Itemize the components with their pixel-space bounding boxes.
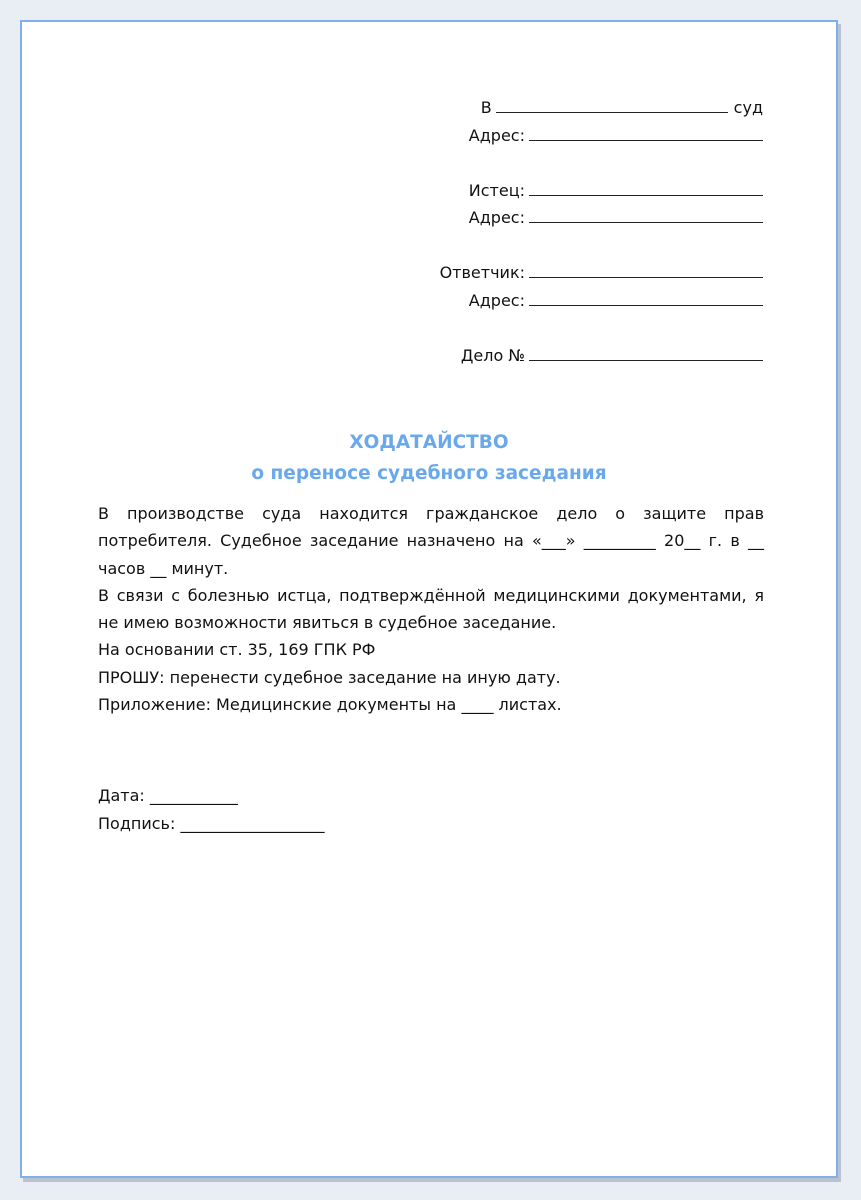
court-suffix: суд	[733, 98, 763, 117]
court-address-label: Адрес:	[468, 125, 525, 145]
court-row	[383, 94, 763, 122]
defendant-address-row	[383, 287, 763, 315]
defendant-address-label: Адрес:	[468, 290, 525, 310]
plaintiff-row	[383, 177, 763, 205]
case-number-label: Дело №	[460, 345, 525, 365]
paragraph-request: ПРОШУ: перенести судебное заседание на иную дату.	[98, 667, 561, 687]
court-address-blank	[529, 122, 763, 141]
case-number-row	[383, 342, 763, 370]
plaintiff-blank	[529, 177, 763, 196]
paragraph-case-info: В производстве суда находится гражданское дело о защите прав потребителя. Судебное заседание назначено на «___» _________ 20__ г. в __ часов __ минут.	[98, 504, 764, 578]
case-number-blank	[529, 342, 763, 361]
plaintiff-address-blank	[529, 204, 763, 223]
paragraph-attachment: Приложение: Медицинские документы на ____ листах.	[98, 695, 562, 715]
plaintiff-label: Истец:	[468, 180, 525, 200]
court-address-row	[383, 122, 763, 150]
defendant-blank	[529, 259, 763, 278]
title-subtitle: о переносе судебного заседания	[251, 463, 607, 484]
addressee-block	[383, 94, 763, 369]
date-line: Дата: ___________	[98, 786, 238, 805]
signature-line: Подпись: __________________	[98, 814, 325, 833]
signature-block	[98, 782, 324, 838]
plaintiff-address-label: Адрес:	[468, 208, 525, 227]
paragraph-legal-basis: На основании ст. 35, 169 ГПК РФ	[98, 640, 376, 660]
title-main: ХОДАТАЙСТВО	[349, 432, 509, 453]
defendant-address-blank	[529, 287, 763, 306]
court-name-blank	[496, 94, 728, 113]
defendant-row	[383, 259, 763, 287]
document-page	[20, 20, 838, 1178]
document-title	[22, 427, 836, 489]
petition-body	[98, 500, 764, 718]
paragraph-reason: В связи с болезнью истца, подтверждённой медицинскими документами, я не имею возможности явиться в судебное заседание.	[98, 585, 764, 633]
plaintiff-address-row	[383, 204, 763, 232]
defendant-label: Ответчик:	[439, 263, 525, 282]
court-prefix: В	[480, 98, 492, 117]
